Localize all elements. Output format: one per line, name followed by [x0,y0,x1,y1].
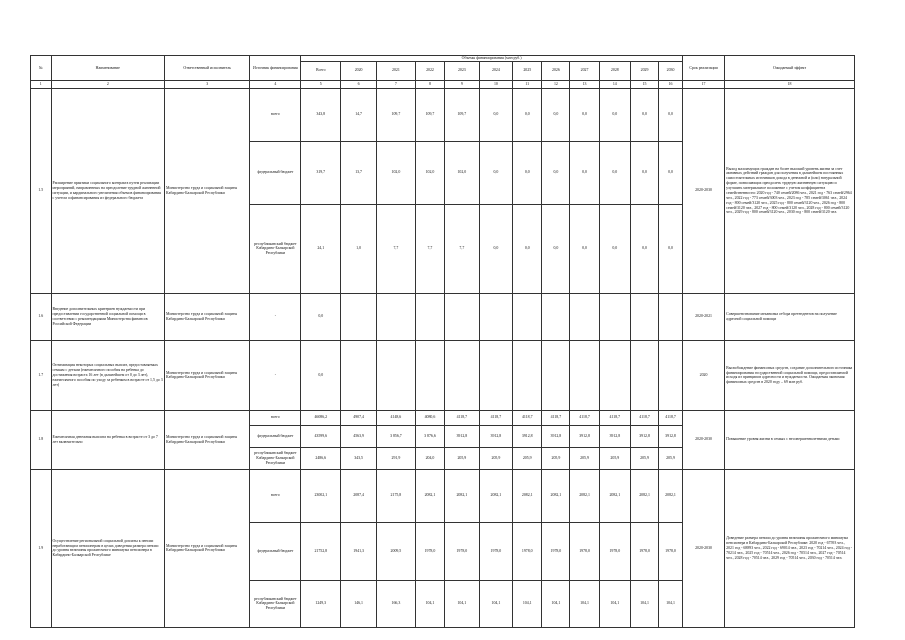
header-year: 2023 [445,61,480,80]
row-value: 104,1 [542,580,570,627]
row-number: 1.7 [31,340,52,410]
row-value: 1978,0 [570,522,599,580]
row-value: 291,9 [376,447,415,469]
row-value: 0,0 [599,141,630,204]
row-value: 3912,8 [570,425,599,447]
row-value: 104,1 [479,580,513,627]
row-value-empty [415,293,444,340]
header-total: Всего [301,61,341,80]
row-effect: Совершенствование механизма отбора претендентов на получение адресной социальной помощи [725,293,855,340]
row-value: 1978,0 [630,522,658,580]
row-total: 43599,6 [301,425,341,447]
row-value: 7,7 [376,204,415,293]
row-value: 3912,8 [542,425,570,447]
row-value: 166,3 [376,580,415,627]
row-responsible: Министерство труда и социальной защиты Кабардино-Балкарской Республики [165,88,250,293]
row-term: 2020 [682,340,724,410]
column-number: 12 [542,80,570,88]
row-total: 24,1 [301,204,341,293]
row-value: 3912,8 [479,425,513,447]
row-value-empty [415,340,444,410]
header-term: Срок реализации [682,56,724,81]
row-responsible: Министерство труда и социальной защиты Кабардино-Балкарской Республики [165,293,250,340]
financing-table [30,55,855,628]
row-value: 2082,1 [659,469,683,522]
row-value: 4148,6 [376,410,415,425]
row-value: 205,9 [570,447,599,469]
row-value: 4118,7 [570,410,599,425]
column-number: 3 [165,80,250,88]
column-number: 9 [445,80,480,88]
row-value: 4118,7 [659,410,683,425]
row-term: 2020-2021 [682,293,724,340]
column-number: 11 [513,80,542,88]
row-source: федеральный бюджет [250,141,301,204]
row-value: 205,9 [445,447,480,469]
column-number: 7 [376,80,415,88]
row-value: 4080,6 [415,410,444,425]
header-responsible: Ответственный исполнитель [165,56,250,81]
row-value: 0,0 [630,204,658,293]
row-value: 104,1 [570,580,599,627]
row-term: 2020-2030 [682,410,724,469]
row-value: 3912,8 [445,425,480,447]
row-source: федеральный бюджет [250,425,301,447]
row-value: 2082,1 [570,469,599,522]
row-total: 0,0 [301,340,341,410]
row-value-empty [570,340,599,410]
row-value: 13,7 [341,141,377,204]
row-value: 2087,4 [341,469,377,522]
row-value: 1941,3 [341,522,377,580]
column-number: 17 [682,80,724,88]
row-value: 104,1 [513,580,542,627]
row-value: 104,1 [415,580,444,627]
row-total: 0,0 [301,293,341,340]
row-value: 0,0 [542,204,570,293]
table-body [31,88,855,627]
row-value: 205,9 [479,447,513,469]
row-value: 2175,8 [376,469,415,522]
row-value-empty [445,340,480,410]
column-number: 14 [599,80,630,88]
row-value-empty [659,293,683,340]
column-number: 4 [250,80,301,88]
row-value: 2082,1 [513,469,542,522]
row-value: 146,1 [341,580,377,627]
header-year: 2027 [570,61,599,80]
row-value-empty [542,293,570,340]
row-value: 0,0 [513,88,542,141]
row-value: 14,7 [341,88,377,141]
row-value: 4118,7 [542,410,570,425]
row-value-empty [570,293,599,340]
header-year: 2026 [542,61,570,80]
row-value: 0,0 [659,141,683,204]
row-name: Ежемесячная денежная выплата на ребенка в возрасте от 3 до 7 лет включительно [51,410,165,469]
row-value: 1978,0 [445,522,480,580]
row-value: 2082,1 [445,469,480,522]
row-value-empty [341,293,377,340]
row-value-empty [341,340,377,410]
column-number: 2 [51,80,165,88]
row-effect: Повышение уровня жизни в семьях с несовершеннолетними детьми [725,410,855,469]
row-value: 4907,4 [341,410,377,425]
row-effect: Выход малоимущих граждан на более высокий уровень жизни за счет активных действий граждан для получения в дальнейшем постоянных самостоятельных источников дохода в денежной и (или) натуральной форме, позволяющих преодолеть трудную жизненную ситуацию и улучшить материальное положение с учетом коэффициента семейственности: 2020 год - 740 семей/2086 чел., 2021 год - 763 семей/2964 чел., 2022 год - 773 семей/3003 чел., 2023 год - 785 семей/3061 чел., 2024 год - 800 семей/3120 чел., 2025 год - 800 семей/3120 чел., 2026 год - 800 семей/3120 чел., 2027 год - 800 семей/3120 чел., 2028 год - 800 семей/3120 чел., 2029 год - 800 семей/3120 чел., 2030 год - 800 семей/3120 чел. [725,88,855,293]
row-value: 0,0 [659,88,683,141]
row-number: 1.5 [31,88,52,293]
row-value-empty [659,340,683,410]
row-value: 104,1 [445,580,480,627]
row-value-empty [376,340,415,410]
row-value: 3912,8 [599,425,630,447]
header-effect: Ожидаемый эффект [725,56,855,81]
column-number: 10 [479,80,513,88]
row-value-empty [479,340,513,410]
header-no: № [31,56,52,81]
row-value-empty [513,340,542,410]
row-name: Оптимизация некоторых социальных выплат, предоставляемых семьям с детьми (ежемесячного пособия на ребенка до достижения возраста 16 лет (в дальнейшем от 0 до 3 лет), ежемесячного пособия по уходу за ребенком в возрасте от 1,5 до 3 лет) [51,340,165,410]
row-total: 46086,2 [301,410,341,425]
row-value: 0,0 [479,204,513,293]
row-value: 7,7 [445,204,480,293]
row-value: 7,7 [415,204,444,293]
row-total: 2486,6 [301,447,341,469]
table-row [31,340,855,410]
row-value: 0,0 [513,141,542,204]
row-value: 104,1 [630,580,658,627]
header-year: 2021 [376,61,415,80]
row-value: 102,0 [445,141,480,204]
row-value: 0,0 [542,141,570,204]
row-name: Осуществление региональной социальной доплаты к пенсии неработающим пенсионерам в целях доведения размера пенсии до уровня величины прожиточного минимума пенсионера в Кабардино-Балкарской Республике [51,469,165,627]
row-value-empty [445,293,480,340]
row-value: 1978,0 [513,522,542,580]
row-number: 1.9 [31,469,52,627]
row-value: 205,9 [659,447,683,469]
row-value: 2082,1 [630,469,658,522]
row-value: 2082,1 [542,469,570,522]
row-value: 4118,7 [513,410,542,425]
row-value: 3912,8 [630,425,658,447]
row-value: 109,7 [415,88,444,141]
column-number: 1 [31,80,52,88]
row-effect: Высвобождение финансовых средств, создание дополнительного источника финансирования государственной социальной помощи, предоставляемой исходя из принципов адресности и нуждаемости. Ожидаемая экономия финансовых средств в 2020 году – 69 млн руб. [725,340,855,410]
header-year: 2025 [513,61,542,80]
row-name: Расширение практики социального контракта путем реализации мероприятий, направленных на преодоление трудной жизненной ситуации, и кардинального увеличения объемов финансирования с учетом софинансирования из федерального бюджета [51,88,165,293]
row-value: 1978,0 [415,522,444,580]
row-source: всего [250,88,301,141]
row-source: всего [250,410,301,425]
row-source: - [250,340,301,410]
column-number: 15 [630,80,658,88]
row-value-empty [630,340,658,410]
row-value-empty [599,340,630,410]
row-value: 102,0 [415,141,444,204]
row-value: 109,7 [445,88,480,141]
row-total: 319,7 [301,141,341,204]
row-value: 0,0 [659,204,683,293]
row-value: 4563,9 [341,425,377,447]
row-value: 3 856,7 [376,425,415,447]
row-value-empty [513,293,542,340]
row-responsible: Министерство труда и социальной защиты Кабардино-Балкарской Республики [165,340,250,410]
row-value: 0,0 [542,88,570,141]
row-value: 2082,1 [479,469,513,522]
row-value: 109,7 [376,88,415,141]
row-source: федеральный бюджет [250,522,301,580]
row-source: - [250,293,301,340]
row-value: 1978,0 [599,522,630,580]
header-volumes: Объемы финансирования (млн руб.) [301,56,683,62]
row-value-empty [479,293,513,340]
header-year: 2024 [479,61,513,80]
table-row [31,88,855,141]
row-value: 0,0 [570,141,599,204]
row-number: 1.8 [31,410,52,469]
row-effect: Доведение размера пенсии до уровня величины прожиточного минимума пенсионера в Кабардино-Балкарской Республике: 2020 год - 67593 чел., 2021 год - 68893 чел., 2022 год - 69014 чел., 2023 год - 70214 чел., 2024 год - 70214 чел., 2025 год - 70514 чел., 2026 год - 70514 чел., 2027 год - 70514 чел., 2028 год - 70514 чел., 2029 год - 70514 чел., 2030 год - 70514 чел. [725,469,855,627]
row-responsible: Министерство труда и социальной защиты Кабардино-Балкарской Республики [165,469,250,627]
row-value: 4118,7 [479,410,513,425]
row-value: 2009,5 [376,522,415,580]
row-value-empty [542,340,570,410]
header-year: 2030 [659,61,683,80]
row-source: республиканский бюджет Кабардино-Балкарской Республики [250,447,301,469]
row-name: Введение дополнительных критериев нуждаемости при предоставлении государственной социальной помощи в соответствии с рекомендациями Министерства финансов Российской Федерации [51,293,165,340]
row-total: 21752,8 [301,522,341,580]
column-number-row [31,80,855,88]
row-value: 0,0 [599,204,630,293]
row-value: 0,0 [570,88,599,141]
column-number: 6 [341,80,377,88]
row-value: 1978,0 [542,522,570,580]
header-year: 2022 [415,61,444,80]
row-value: 205,9 [630,447,658,469]
row-value-empty [630,293,658,340]
header-source: Источник финансирования [250,56,301,81]
row-responsible: Министерство труда и социальной защиты Кабардино-Балкарской Республики [165,410,250,469]
row-value: 0,0 [630,88,658,141]
row-value: 1978,0 [479,522,513,580]
table-row [31,469,855,522]
row-value: 1978,0 [659,522,683,580]
header-year: 2020 [341,61,377,80]
row-source: всего [250,469,301,522]
header-year: 2028 [599,61,630,80]
row-value: 4118,7 [445,410,480,425]
row-value: 343,5 [341,447,377,469]
column-number: 16 [659,80,683,88]
row-value: 104,1 [659,580,683,627]
row-total: 23002,1 [301,469,341,522]
column-number: 5 [301,80,341,88]
row-value: 0,0 [479,88,513,141]
table-header [31,56,855,89]
row-value-empty [599,293,630,340]
row-value: 0,0 [513,204,542,293]
row-value: 4118,7 [599,410,630,425]
row-value: 104,1 [599,580,630,627]
row-value: 3912,8 [513,425,542,447]
row-term: 2020-2030 [682,88,724,293]
header-year: 2029 [630,61,658,80]
row-value: 102,0 [376,141,415,204]
row-value: 0,0 [599,88,630,141]
table-row [31,293,855,340]
row-value: 204,0 [415,447,444,469]
row-source: республиканский бюджет Кабардино-Балкарской Республики [250,580,301,627]
row-number: 1.6 [31,293,52,340]
row-value: 1,0 [341,204,377,293]
column-number: 18 [725,80,855,88]
row-total: 1249,3 [301,580,341,627]
row-value: 205,9 [513,447,542,469]
row-value: 0,0 [479,141,513,204]
row-value: 4118,7 [630,410,658,425]
column-number: 13 [570,80,599,88]
table-row [31,410,855,425]
row-source: республиканский бюджет Кабардино-Балкарской Республики [250,204,301,293]
row-term: 2020-2030 [682,469,724,627]
row-value: 0,0 [630,141,658,204]
row-value: 2082,1 [415,469,444,522]
row-value: 3912,8 [659,425,683,447]
row-total: 343,8 [301,88,341,141]
header-name: Наименование [51,56,165,81]
row-value: 3 876,6 [415,425,444,447]
row-value: 0,0 [570,204,599,293]
row-value: 2082,1 [599,469,630,522]
row-value-empty [376,293,415,340]
column-number: 8 [415,80,444,88]
row-value: 205,9 [599,447,630,469]
row-value: 205,9 [542,447,570,469]
